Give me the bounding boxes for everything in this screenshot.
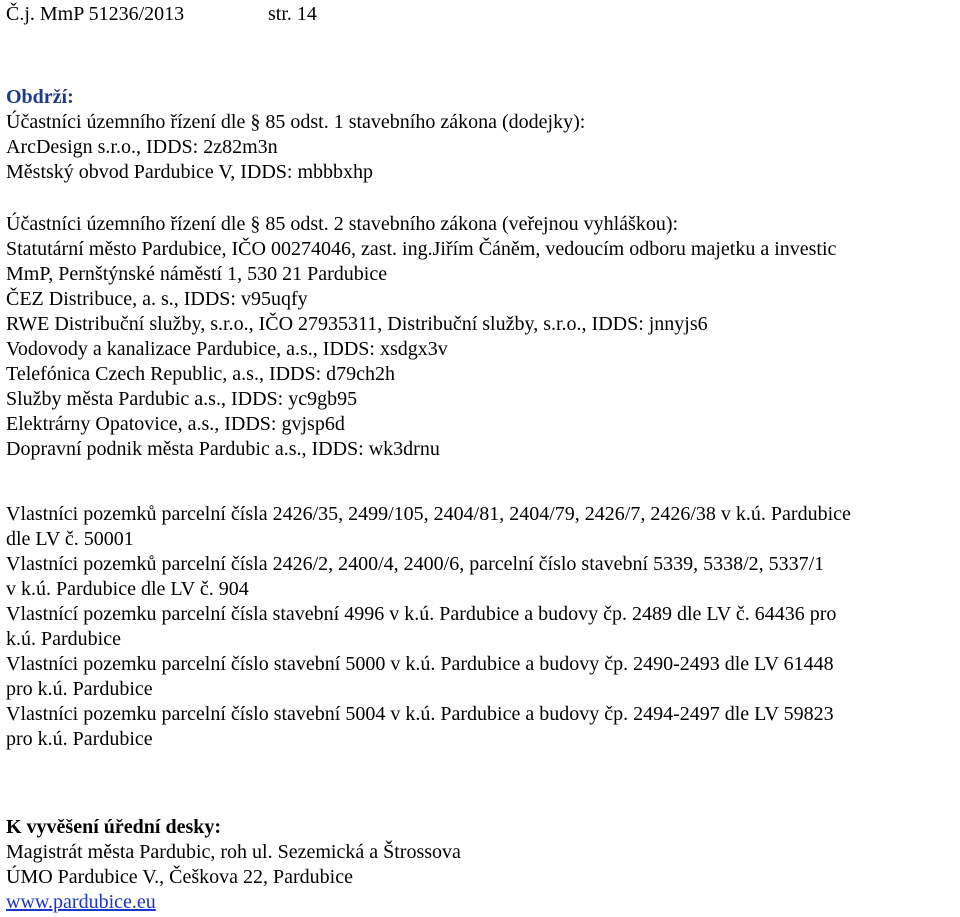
group1-title: Účastníci územního řízení dle § 85 odst. 1 stavebního zákona (dodejky): <box>6 111 586 133</box>
website-link[interactable]: www.pardubice.eu <box>6 891 156 913</box>
owner-line: dle LV č. 50001 <box>6 528 134 550</box>
list-item: MmP, Pernštýnské náměstí 1, 530 21 Pardubice <box>6 263 388 285</box>
owners-section <box>6 502 851 752</box>
owner-line: Vlastníci pozemků parcelní čísla 2426/2, 2400/4, 2400/6, parcelní číslo stavební 5339, 5338/2, 5337/1 <box>6 553 825 575</box>
page-header <box>6 2 317 27</box>
list-item: Vodovody a kanalizace Pardubice, a.s., IDDS: xsdgx3v <box>6 338 448 360</box>
list-item: Služby města Pardubic a.s., IDDS: yc9gb95 <box>6 388 358 410</box>
posting-line: Magistrát města Pardubic, roh ul. Sezemická a Štrossova <box>6 841 461 863</box>
posting-heading: K vyvěšení úřední desky: <box>6 816 222 838</box>
list-item: RWE Distribuční služby, s.r.o., IČO 27935311, Distribuční služby, s.r.o., IDDS: jnnyjs6 <box>6 313 708 335</box>
list-item: ArcDesign s.r.o., IDDS: 2z82m3n <box>6 136 278 158</box>
participants-section <box>6 212 836 462</box>
owner-line: Vlastníci pozemku parcelní číslo stavební 5004 v k.ú. Pardubice a budovy čp. 2494-2497 dle LV 59823 <box>6 703 834 725</box>
list-item: Dopravní podnik města Pardubic a.s., IDDS: wk3drnu <box>6 438 440 460</box>
owner-line: Vlastníci pozemků parcelní čísla 2426/35, 2499/105, 2404/81, 2404/79, 2426/7, 2426/38 v k.ú. Pardubice <box>6 503 851 525</box>
posting-line: ÚMO Pardubice V., Češkova 22, Pardubice <box>6 866 353 888</box>
owner-line: Vlastnící pozemku parcelní čísla stavební 4996 v k.ú. Pardubice a budovy čp. 2489 dle LV č. 64436 pro <box>6 603 837 625</box>
recipients-section <box>6 85 585 185</box>
list-item: Městský obvod Pardubice V, IDDS: mbbbxhp <box>6 161 374 183</box>
list-item: ČEZ Distribuce, a. s., IDDS: v95uqfy <box>6 288 308 310</box>
list-item: Elektrárny Opatovice, a.s., IDDS: gvjsp6d <box>6 413 345 435</box>
posting-section <box>6 815 461 915</box>
page-number: str. 14 <box>268 3 317 25</box>
list-item: Telefónica Czech Republic, a.s., IDDS: d79ch2h <box>6 363 396 385</box>
recipients-heading: Obdrží: <box>6 86 74 108</box>
group2-title: Účastníci územního řízení dle § 85 odst. 2 stavebního zákona (veřejnou vyhláškou): <box>6 213 679 235</box>
list-item: Statutární město Pardubice, IČO 00274046, zast. ing.Jiřím Čáněm, vedoucím odboru majetku a investic <box>6 238 837 260</box>
owner-line: pro k.ú. Pardubice <box>6 728 153 750</box>
owner-line: Vlastníci pozemku parcelní číslo stavební 5000 v k.ú. Pardubice a budovy čp. 2490-2493 dle LV 61448 <box>6 653 834 675</box>
owner-line: k.ú. Pardubice <box>6 628 121 650</box>
reference-number: Č.j. MmP 51236/2013 <box>6 3 185 25</box>
owner-line: v k.ú. Pardubice dle LV č. 904 <box>6 578 249 600</box>
owner-line: pro k.ú. Pardubice <box>6 678 153 700</box>
